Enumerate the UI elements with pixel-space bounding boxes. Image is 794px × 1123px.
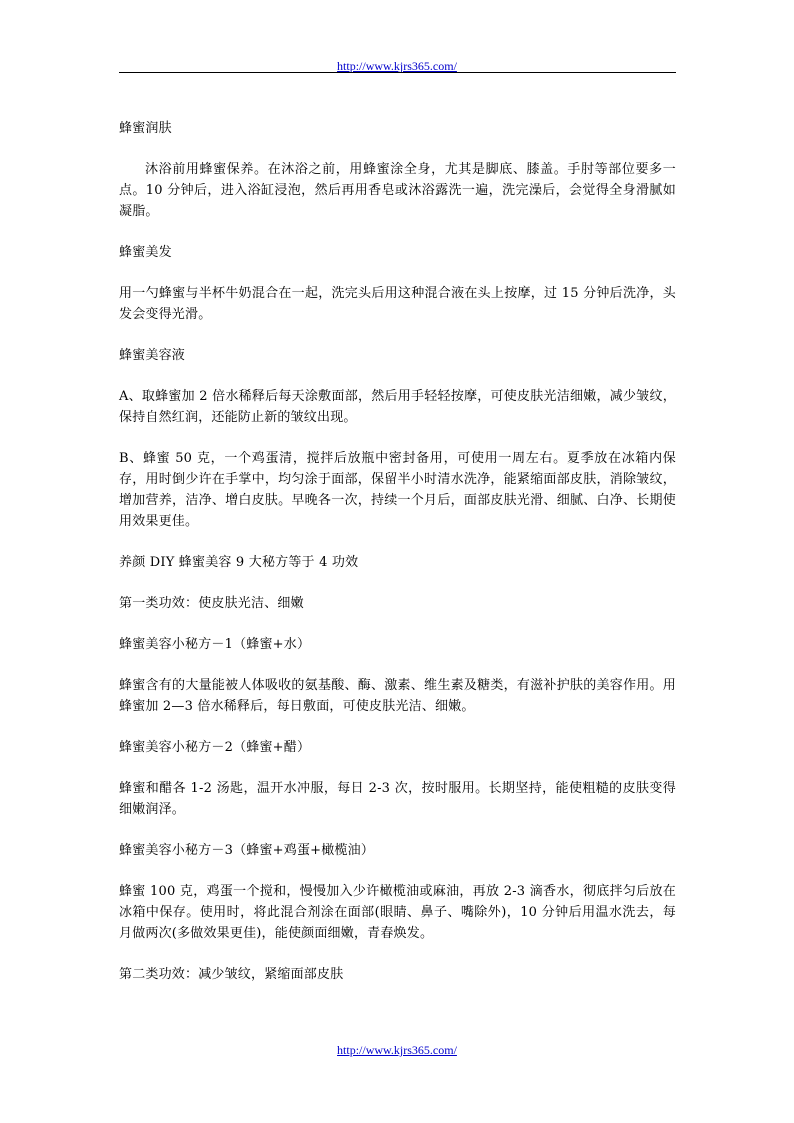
footer-url-link[interactable]: http://www.kjrs365.com/ — [337, 1043, 457, 1057]
section-heading-honey-beauty-liquid: 蜂蜜美容液 — [119, 348, 186, 363]
section-heading-honey-hair: 蜂蜜美发 — [119, 245, 172, 260]
paragraph-beauty-liquid-a: A、取蜂蜜加 2 倍水稀释后每天涂敷面部，然后用手轻轻按摩，可使皮肤光洁细嫩，减少皱纹，保持自然红润，还能防止新的皱纹出现。 — [119, 389, 676, 425]
recipe-heading-2: 蜂蜜美容小秘方－2（蜂蜜+醋） — [119, 740, 311, 755]
recipe-heading-1: 蜂蜜美容小秘方－1（蜂蜜+水） — [119, 637, 311, 652]
header-divider — [119, 72, 676, 73]
paragraph-honey-bath: 沐浴前用蜂蜜保养。在沐浴之前，用蜂蜜涂全身，尤其是脚底、膝盖。手肘等部位要多一点。10 分钟后，进入浴缸浸泡，然后再用香皂或沐浴露洗一遍，洗完澡后，会觉得全身滑腻如凝脂。 — [119, 162, 676, 219]
recipe-heading-3: 蜂蜜美容小秘方－3（蜂蜜+鸡蛋+橄榄油） — [119, 843, 375, 858]
paragraph-recipe-3: 蜂蜜 100 克，鸡蛋一个搅和，慢慢加入少许橄榄油或麻油，再放 2-3 滴香水，彻底拌匀后放在冰箱中保存。使用时，将此混合剂涂在面部(眼睛、鼻子、嘴除外)，10 分钟后用温水洗去，每月做两次(多做效果更佳)，能使颜面细嫩，青春焕发。 — [119, 884, 676, 941]
section-heading-effect-2: 第二类功效：减少皱纹，紧缩面部皮肤 — [119, 967, 344, 982]
section-heading-effect-1: 第一类功效：使皮肤光洁、细嫩 — [119, 596, 304, 611]
paragraph-recipe-2: 蜂蜜和醋各 1-2 汤匙，温开水冲服，每日 2-3 次，按时服用。长期坚持，能使粗糙的皮肤变得细嫩润泽。 — [119, 781, 676, 817]
paragraph-beauty-liquid-b: B、蜂蜜 50 克，一个鸡蛋清，搅拌后放瓶中密封备用，可使用一周左右。夏季放在冰箱内保存，用时倒少许在手掌中，均匀涂于面部，保留半小时清水洗净，能紧缩面部皮肤，消除皱纹，增加营养，洁净、增白皮肤。早晚各一次，持续一个月后，面部皮肤光滑、细腻、白净、长期使用效果更佳。 — [119, 451, 676, 529]
section-heading-honey-skin: 蜂蜜润肤 — [119, 121, 172, 136]
document-body — [119, 118, 676, 1005]
paragraph-honey-hair: 用一勺蜂蜜与半杯牛奶混合在一起，洗完头后用这种混合液在头上按摩，过 15 分钟后洗净，头发会变得光滑。 — [119, 286, 676, 322]
section-heading-diy-recipes: 养颜 DIY 蜂蜜美容 9 大秘方等于 4 功效 — [119, 555, 359, 570]
paragraph-recipe-1: 蜂蜜含有的大量能被人体吸收的氨基酸、酶、激素、维生素及糖类，有滋补护肤的美容作用。用蜂蜜加 2—3 倍水稀释后，每日敷面，可使皮肤光洁、细嫩。 — [119, 678, 676, 714]
header-url-link[interactable]: http://www.kjrs365.com/ — [337, 59, 457, 73]
